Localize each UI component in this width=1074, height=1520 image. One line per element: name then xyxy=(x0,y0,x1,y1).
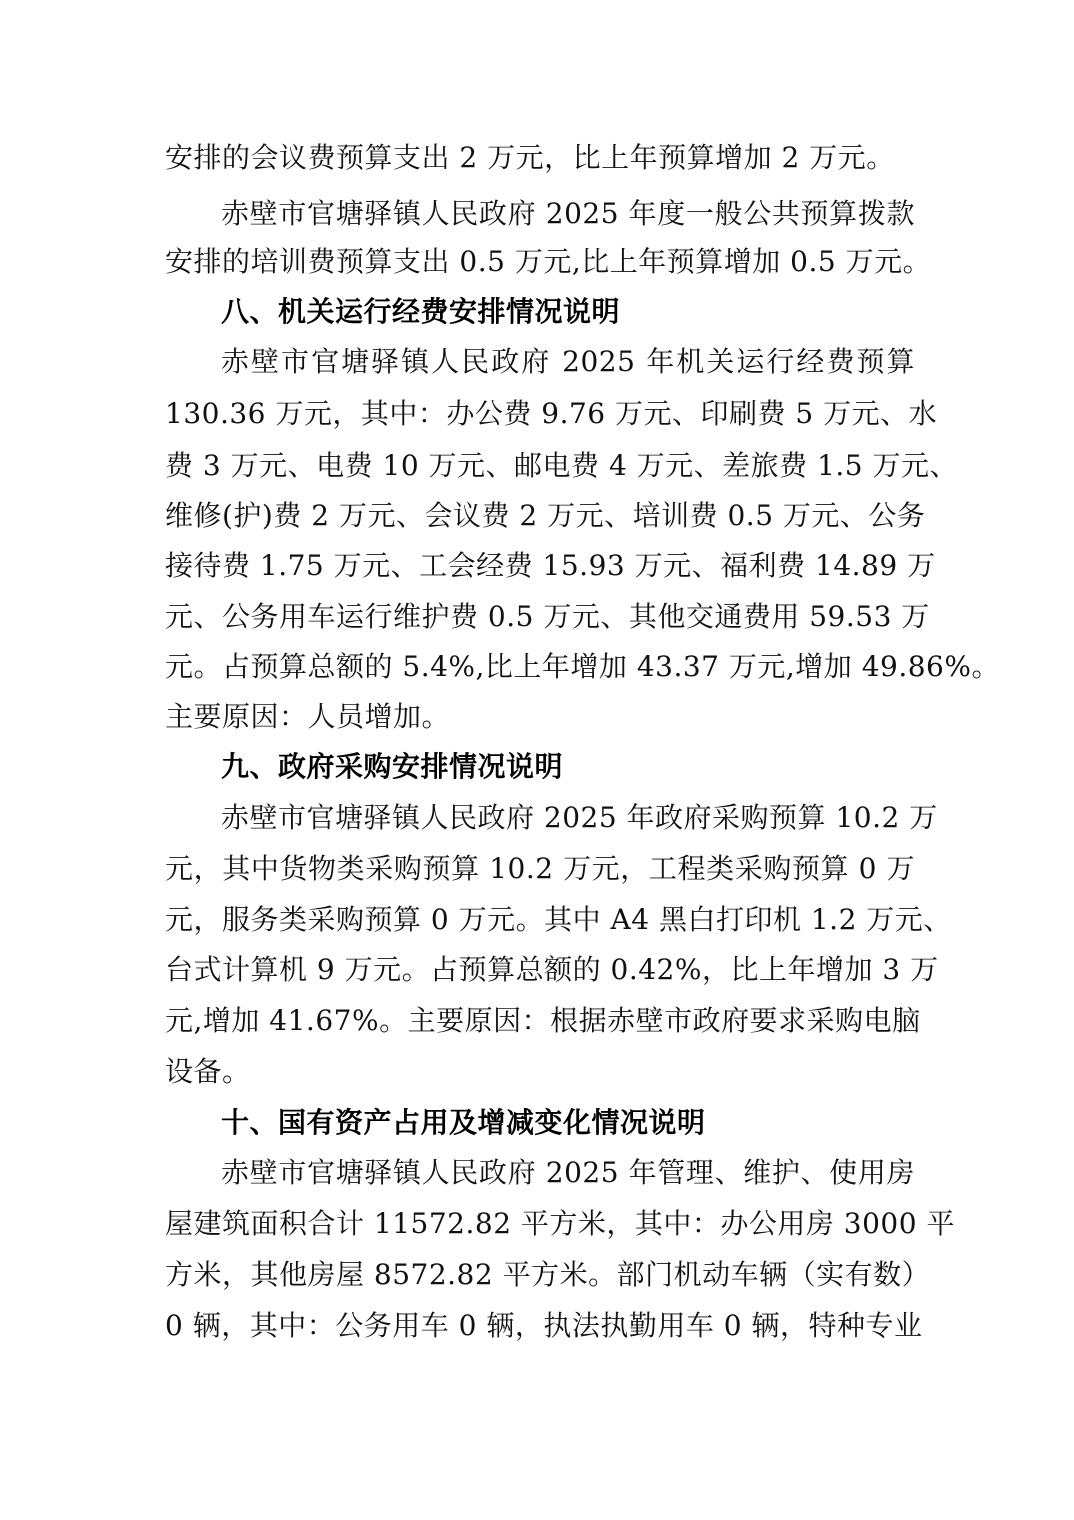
paragraph-line: 元，服务类采购预算 0 万元。其中 A4 黑白打印机 1.2 万元、 xyxy=(165,903,952,936)
paragraph-line: 费 3 万元、电费 10 万元、邮电费 4 万元、差旅费 1.5 万元、 xyxy=(165,449,958,482)
paragraph-line: 台式计算机 9 万元。占预算总额的 0.42%，比上年增加 3 万 xyxy=(165,953,939,986)
paragraph-line: 接待费 1.75 万元、工会经费 15.93 万元、福利费 14.89 万 xyxy=(165,549,936,582)
section-heading-9: 九、政府采购安排情况说明 xyxy=(221,750,564,783)
paragraph-line: 0 辆，其中：公务用车 0 辆，执法执勤用车 0 辆，特种专业 xyxy=(165,1309,923,1342)
paragraph-line: 方米，其他房屋 8572.82 平方米。部门机动车辆（实有数） xyxy=(165,1258,931,1291)
paragraph-line: 元,增加 41.67%。主要原因：根据赤壁市政府要求采购电脑 xyxy=(165,1004,921,1037)
paragraph-line: 设备。 xyxy=(165,1055,251,1088)
paragraph-line: 元。占预算总额的 5.4%,比上年增加 43.37 万元,增加 49.86%。 xyxy=(165,650,1000,683)
paragraph-line: 赤壁市官塘驿镇人民政府 2025 年管理、维护、使用房 xyxy=(221,1156,915,1189)
paragraph-line: 维修(护)费 2 万元、会议费 2 万元、培训费 0.5 万元、公务 xyxy=(165,499,926,532)
paragraph-line: 130.36 万元，其中：办公费 9.76 万元、印刷费 5 万元、水 xyxy=(165,397,938,430)
paragraph-line: 安排的会议费预算支出 2 万元，比上年预算增加 2 万元。 xyxy=(165,141,895,174)
paragraph-line: 赤壁市官塘驿镇人民政府 2025 年政府采购预算 10.2 万 xyxy=(221,801,938,834)
section-heading-8: 八、机关运行经费安排情况说明 xyxy=(221,295,621,328)
paragraph-line: 屋建筑面积合计 11572.82 平方米，其中：办公用房 3000 平 xyxy=(165,1207,955,1240)
paragraph-line: 元，其中货物类采购预算 10.2 万元，工程类采购预算 0 万 xyxy=(165,852,915,885)
paragraph-line: 安排的培训费预算支出 0.5 万元,比上年预算增加 0.5 万元。 xyxy=(165,245,932,278)
paragraph-line: 元、公务用车运行维护费 0.5 万元、其他交通费用 59.53 万 xyxy=(165,600,930,633)
paragraph-line: 主要原因：人员增加。 xyxy=(165,700,451,733)
paragraph-line: 赤壁市官塘驿镇人民政府 2025 年机关运行经费预算 xyxy=(221,345,915,378)
paragraph-line: 赤壁市官塘驿镇人民政府 2025 年度一般公共预算拨款 xyxy=(221,197,915,230)
section-heading-10: 十、国有资产占用及增减变化情况说明 xyxy=(221,1106,706,1139)
